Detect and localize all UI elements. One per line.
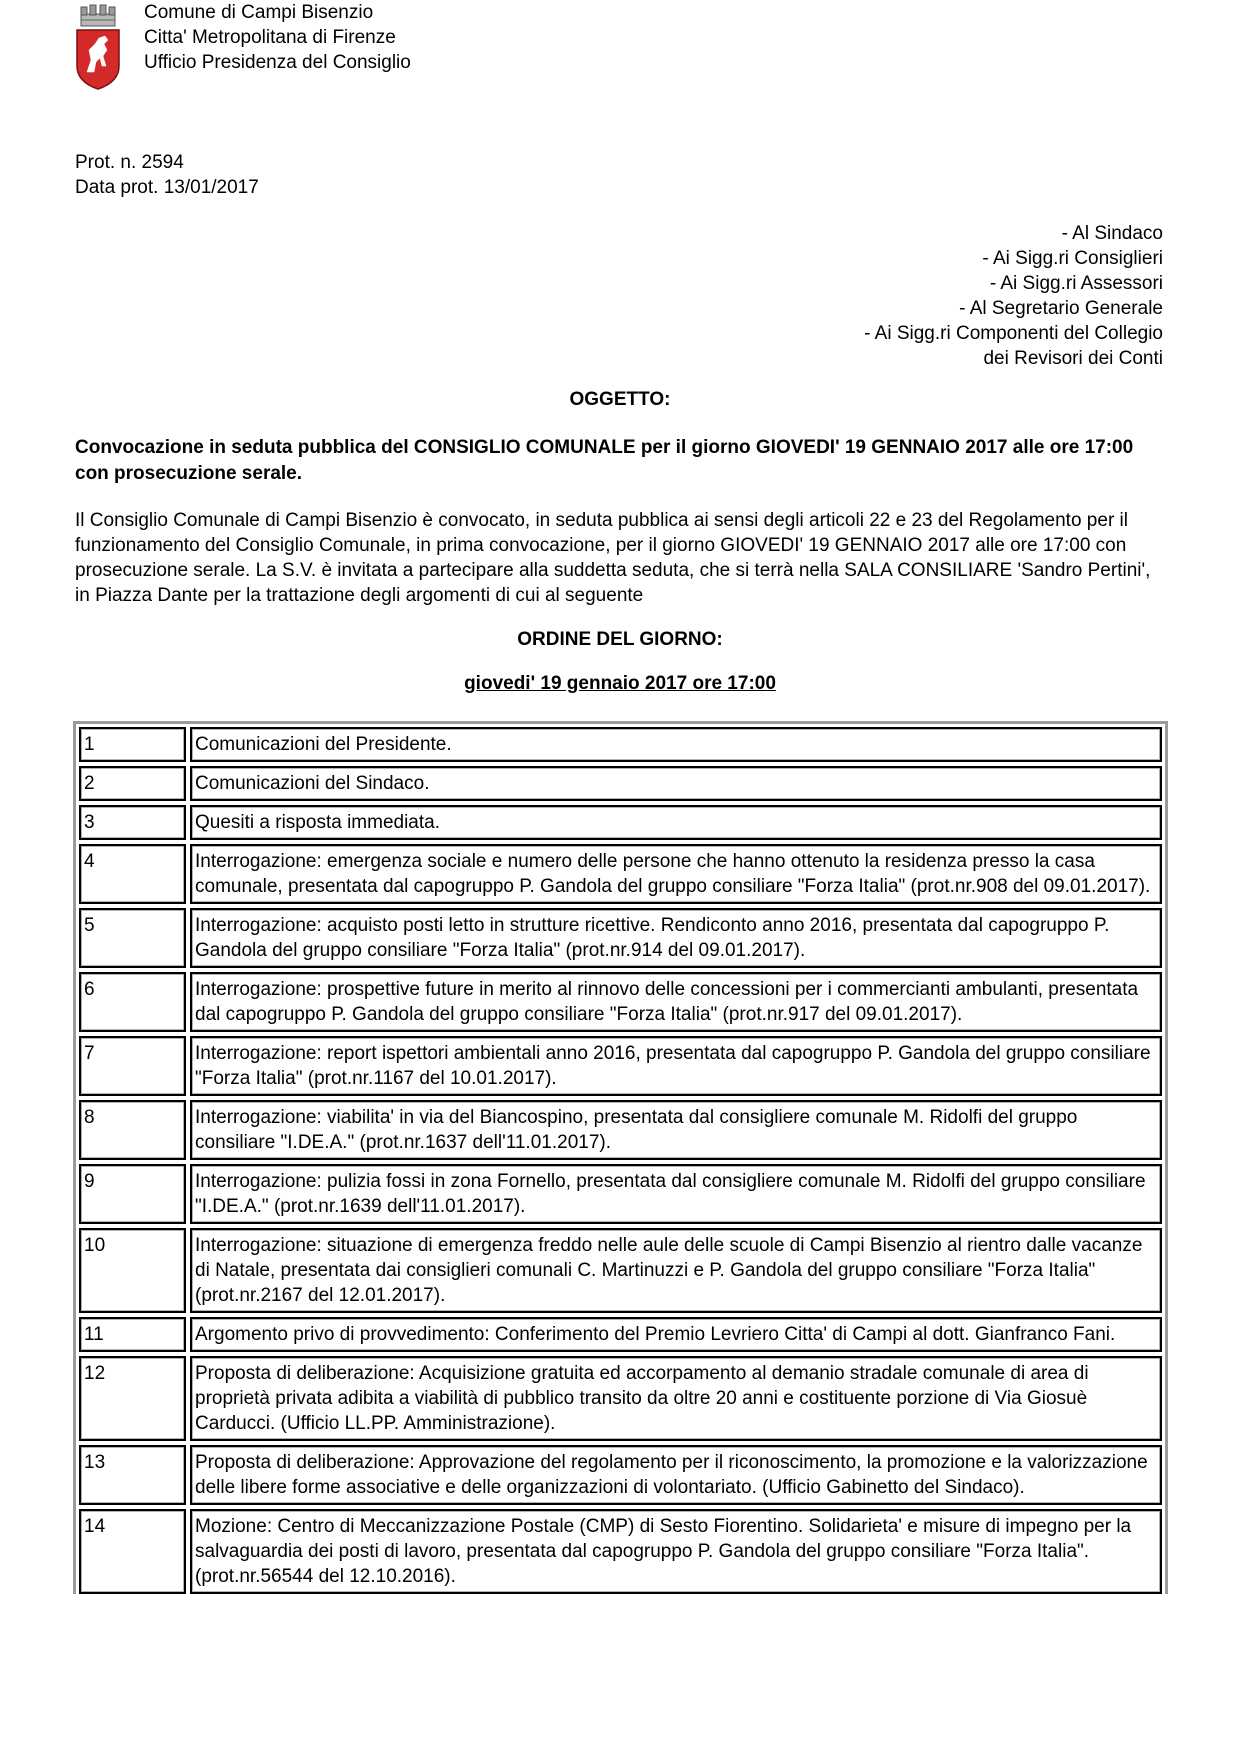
municipal-crest-icon [75,4,121,90]
agenda-item-text: Comunicazioni del Presidente. [190,727,1162,762]
protocol-date: Data prot. 13/01/2017 [75,177,259,198]
agenda-item-text: Interrogazione: emergenza sociale e numero delle persone che hanno ottenuto la residenza presso la casa comunale, presentata dal capogruppo P. Gandola del gruppo consiliare "Forza Italia" (prot.nr.908 del 09.01.2017). [190,844,1162,904]
agenda-item-text: Interrogazione: acquisto posti letto in strutture ricettive. Rendiconto anno 2016, presentata dal capogruppo P. Gandola del gruppo consiliare "Forza Italia" (prot.nr.914 del 09.01.2017). [190,908,1162,968]
agenda-item-number: 14 [79,1509,186,1594]
agenda-item-number: 10 [79,1228,186,1313]
agenda-item-text: Interrogazione: report ispettori ambientali anno 2016, presentata dal capogruppo P. Gandola del gruppo consiliare "Forza Italia" (prot.nr.1167 del 10.01.2017). [190,1036,1162,1096]
agenda-item-number: 12 [79,1356,186,1441]
agenda-item-number: 2 [79,766,186,801]
agenda-row [79,1356,1162,1441]
agenda-item-number: 5 [79,908,186,968]
agenda-row [79,805,1162,840]
agenda-item-number: 1 [79,727,186,762]
agenda-date: giovedi' 19 gennaio 2017 ore 17:00 [464,673,776,694]
recipient-line: - Ai Sigg.ri Assessori [989,273,1163,294]
institution-header [144,0,411,75]
agenda-row [79,1509,1162,1594]
agenda-row [79,1164,1162,1224]
recipient-line: - Al Sindaco [1061,223,1163,244]
header-line-municipality: Comune di Campi Bisenzio [144,2,374,23]
recipient-line: - Ai Sigg.ri Consiglieri [982,248,1163,269]
agenda-row [79,972,1162,1032]
agenda-row [79,1100,1162,1160]
agenda-row [79,908,1162,968]
agenda-table [73,721,1168,1594]
agenda-row [79,844,1162,904]
agenda-row [79,1317,1162,1352]
header-line-office: Ufficio Presidenza del Consiglio [144,52,411,73]
recipient-line: dei Revisori dei Conti [983,348,1163,369]
agenda-item-text: Proposta di deliberazione: Acquisizione gratuita ed accorpamento al demanio stradale comunale di area di proprietà privata adibita a viabilità di pubblico transito da oltre 20 anni e costituente porzione di Via Giosuè Carducci. (Ufficio LL.PP. Amministrazione). [190,1356,1162,1441]
agenda-item-number: 13 [79,1445,186,1505]
subject-text: Convocazione in seduta pubblica del CONSIGLIO COMUNALE per il giorno GIOVEDI' 19 GENNAIO 2017 alle ore 17:00 con prosecuzione serale. [75,437,1134,484]
convocation-body: Il Consiglio Comunale di Campi Bisenzio è convocato, in seduta pubblica ai sensi degli articoli 22 e 23 del Regolamento per il funzionamento del Consiglio Comunale, in prima convocazione, per il giorno GIOVEDI' 19 GENNAIO 2017 alle ore 17:00 con prosecuzione serale. La S.V. è invitata a partecipare alla suddetta seduta, che si terrà nella SALA CONSILIARE 'Sandro Pertini', in Piazza Dante per la trattazione degli argomenti di cui al seguente [75,510,1151,606]
agenda-item-number: 6 [79,972,186,1032]
agenda-item-number: 3 [79,805,186,840]
agenda-item-text: Interrogazione: prospettive future in merito al rinnovo delle concessioni per i commercianti ambulanti, presentata dal capogruppo P. Gandola del gruppo consiliare "Forza Italia" (prot.nr.917 del 09.01.2017). [190,972,1162,1032]
agenda-item-number: 9 [79,1164,186,1224]
recipient-line: - Al Segretario Generale [959,298,1163,319]
subject-label: OGGETTO: [569,389,671,410]
agenda-row [79,1445,1162,1505]
agenda-row [79,1036,1162,1096]
agenda-item-text: Interrogazione: viabilita' in via del Biancospino, presentata dal consigliere comunale M. Ridolfi del gruppo consiliare "I.DE.A." (prot.nr.1637 dell'11.01.2017). [190,1100,1162,1160]
agenda-title: ORDINE DEL GIORNO: [517,629,723,650]
agenda-row [79,766,1162,801]
recipients-list [864,221,1163,371]
header-line-metro-city: Citta' Metropolitana di Firenze [144,27,396,48]
agenda-row [79,1228,1162,1313]
agenda-item-text: Argomento privo di provvedimento: Conferimento del Premio Levriero Citta' di Campi al dott. Gianfranco Fani. [190,1317,1162,1352]
agenda-item-text: Interrogazione: pulizia fossi in zona Fornello, presentata dal consigliere comunale M. Ridolfi del gruppo consiliare "I.DE.A." (prot.nr.1639 dell'11.01.2017). [190,1164,1162,1224]
agenda-item-text: Mozione: Centro di Meccanizzazione Postale (CMP) di Sesto Fiorentino. Solidarieta' e misure di impegno per la salvaguardia dei posti di lavoro, presentata dal capogruppo P. Gandola del gruppo consiliare "Forza Italia". (prot.nr.56544 del 12.10.2016). [190,1509,1162,1594]
agenda-item-number: 11 [79,1317,186,1352]
agenda-item-number: 8 [79,1100,186,1160]
protocol-block [75,150,259,200]
agenda-item-number: 7 [79,1036,186,1096]
agenda-item-text: Comunicazioni del Sindaco. [190,766,1162,801]
agenda-item-text: Proposta di deliberazione: Approvazione del regolamento per il riconoscimento, la promozione e la valorizzazione delle libere forme associative e delle organizzazioni di volontariato. (Ufficio Gabinetto del Sindaco). [190,1445,1162,1505]
agenda-item-text: Interrogazione: situazione di emergenza freddo nelle aule delle scuole di Campi Bisenzio al rientro dalle vacanze di Natale, presentata dai consiglieri comunali C. Martinuzzi e P. Gandola del gruppo consiliare "Forza Italia" (prot.nr.2167 del 12.01.2017). [190,1228,1162,1313]
protocol-number: Prot. n. 2594 [75,152,184,173]
recipient-line: - Ai Sigg.ri Componenti del Collegio [864,323,1163,344]
agenda-row [79,727,1162,762]
agenda-item-text: Quesiti a risposta immediata. [190,805,1162,840]
agenda-item-number: 4 [79,844,186,904]
